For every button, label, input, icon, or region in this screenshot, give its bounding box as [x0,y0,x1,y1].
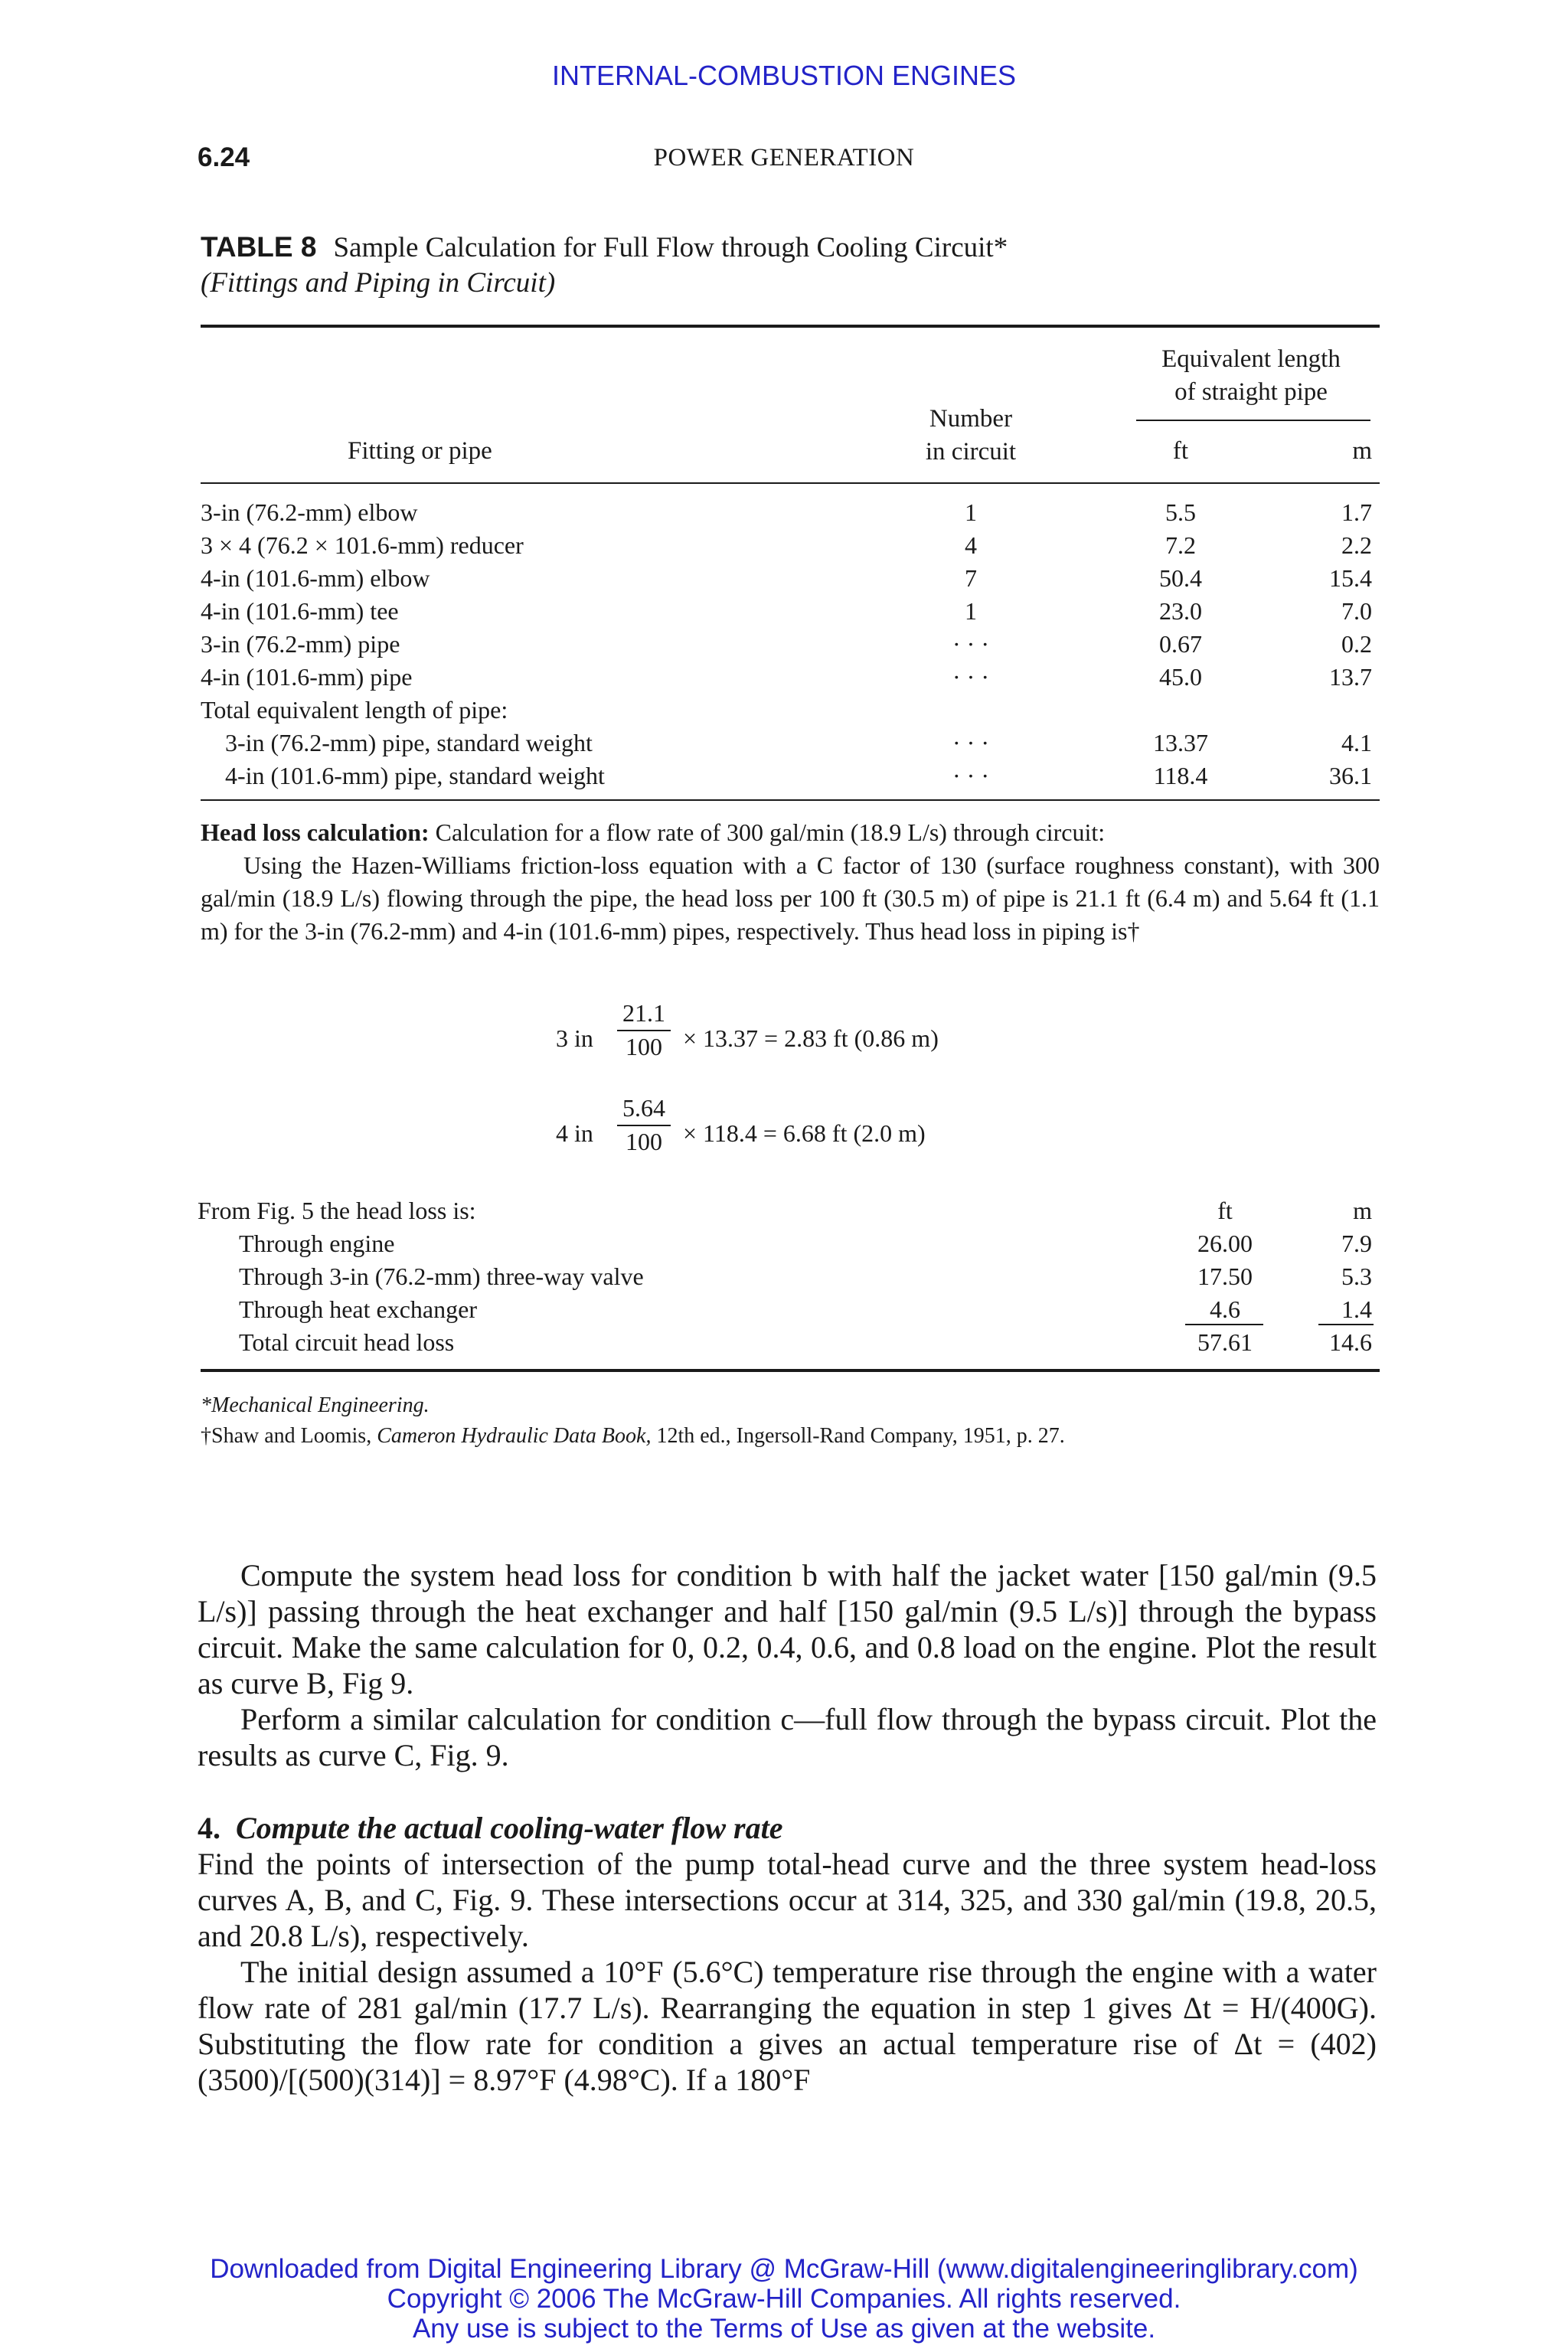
table-caption [201,230,1008,301]
paragraph: Compute the system head loss for condition b with half the jacket water [150 gal/min (9.5 L/s)] passing through the heat exchanger and half [150 gal/min (9.5 L/s)] through the bypass circuit. Make the same calculation for 0, 0.2, 0.4, 0.6, and 0.8 load on the engine. Plot the result as curve B, Fig 9. [198,1558,1377,1700]
paragraph: Find the points of intersection of the pump total-head curve and the three system head-loss curves A, B, and C, Fig. 9. These intersections occur at 314, 325, and 330 gal/min (19.8, 20.5, and 20.8 L/s), respectively. [198,1847,1377,1953]
header-m: m [1352,437,1372,465]
fig5-intro: From Fig. 5 the head loss is: [198,1197,476,1224]
sum-rule-ft [1185,1324,1263,1325]
table-bottom-rule [201,799,1380,801]
footer-line-3: Any use is subject to the Terms of Use as given at the website. [412,2314,1156,2344]
table-end-rule [201,1369,1380,1372]
header-equiv-length: Equivalent length of straight pipe [1161,345,1341,406]
footnote-1: *Mechanical Engineering. [201,1393,430,1417]
book-banner: INTERNAL-COMBUSTION ENGINES [551,60,1017,91]
footer-line-2: Copyright © 2006 The McGraw-Hill Companies. All rights reserved. [387,2284,1181,2314]
running-head: POWER GENERATION [653,144,915,172]
paragraph: The initial design assumed a 10°F (5.6°C) temperature rise through the engine with a water flow rate of 281 gal/min (17.7 L/s). Rearranging the equation in step 1 gives Δt = H/(400G). Substituting the flow rate for condition a gives an actual temperature rise of Δt = (402)(3500)/[(500)(314)] = 8.97°F (4.98°C). If a 180°F [198,1955,1377,2097]
footnote-2: †Shaw and Loomis, Cameron Hydraulic Data Book, 12th ed., Ingersoll-Rand Company, 1951, p. 27. [201,1424,1065,1448]
header-fitting-or-pipe: Fitting or pipe [348,437,492,465]
section-heading: 4. Compute the actual cooling-water flow rate [198,1811,783,1845]
body-text [198,1557,1377,2098]
header-ft: ft [1172,437,1189,465]
table-label: TABLE 8 [201,231,317,263]
table-subtitle: (Fittings and Piping in Circuit) [201,267,556,299]
table-header-rule [201,482,1380,484]
table-title: Sample Calculation for Full Flow through Cooling Circuit* [333,232,1008,263]
fig5-header-m: m [1353,1197,1372,1224]
footnotes [201,1390,1065,1452]
header-number-in-circuit: Number in circuit [925,405,1017,466]
fig5-header-ft: ft [1217,1197,1233,1224]
page-number: 6.24 [198,142,250,172]
download-footer [0,2254,1568,2344]
head-loss-calculation [201,816,1380,948]
head-loss-intro: Calculation for a flow rate of 300 gal/min (18.9 L/s) through circuit: [435,818,1106,846]
footer-line-1: Downloaded from Digital Engineering Library @ McGraw-Hill (www.digitalengineeringlibrary.com) [210,2254,1358,2284]
sum-rule-m [1318,1324,1374,1325]
head-loss-label: Head loss calculation: [201,818,430,846]
paragraph: Perform a similar calculation for condition c—full flow through the bypass circuit. Plot the results as curve C, Fig. 9. [198,1702,1377,1772]
equiv-length-rule [1136,420,1370,421]
head-loss-body: Using the Hazen-Williams friction-loss equation with a C factor of 130 (surface roughness constant), with 300 gal/min (18.9 L/s) flowing through the pipe, the head loss per 100 ft (30.5 m) of pipe is 21.1 ft (6.4 m) and 5.64 ft (1.1 m) for the 3-in (76.2-mm) and 4-in (101.6-mm) pipes, respectively. Thus head loss in piping is† [201,851,1380,945]
table-top-rule [201,325,1380,328]
